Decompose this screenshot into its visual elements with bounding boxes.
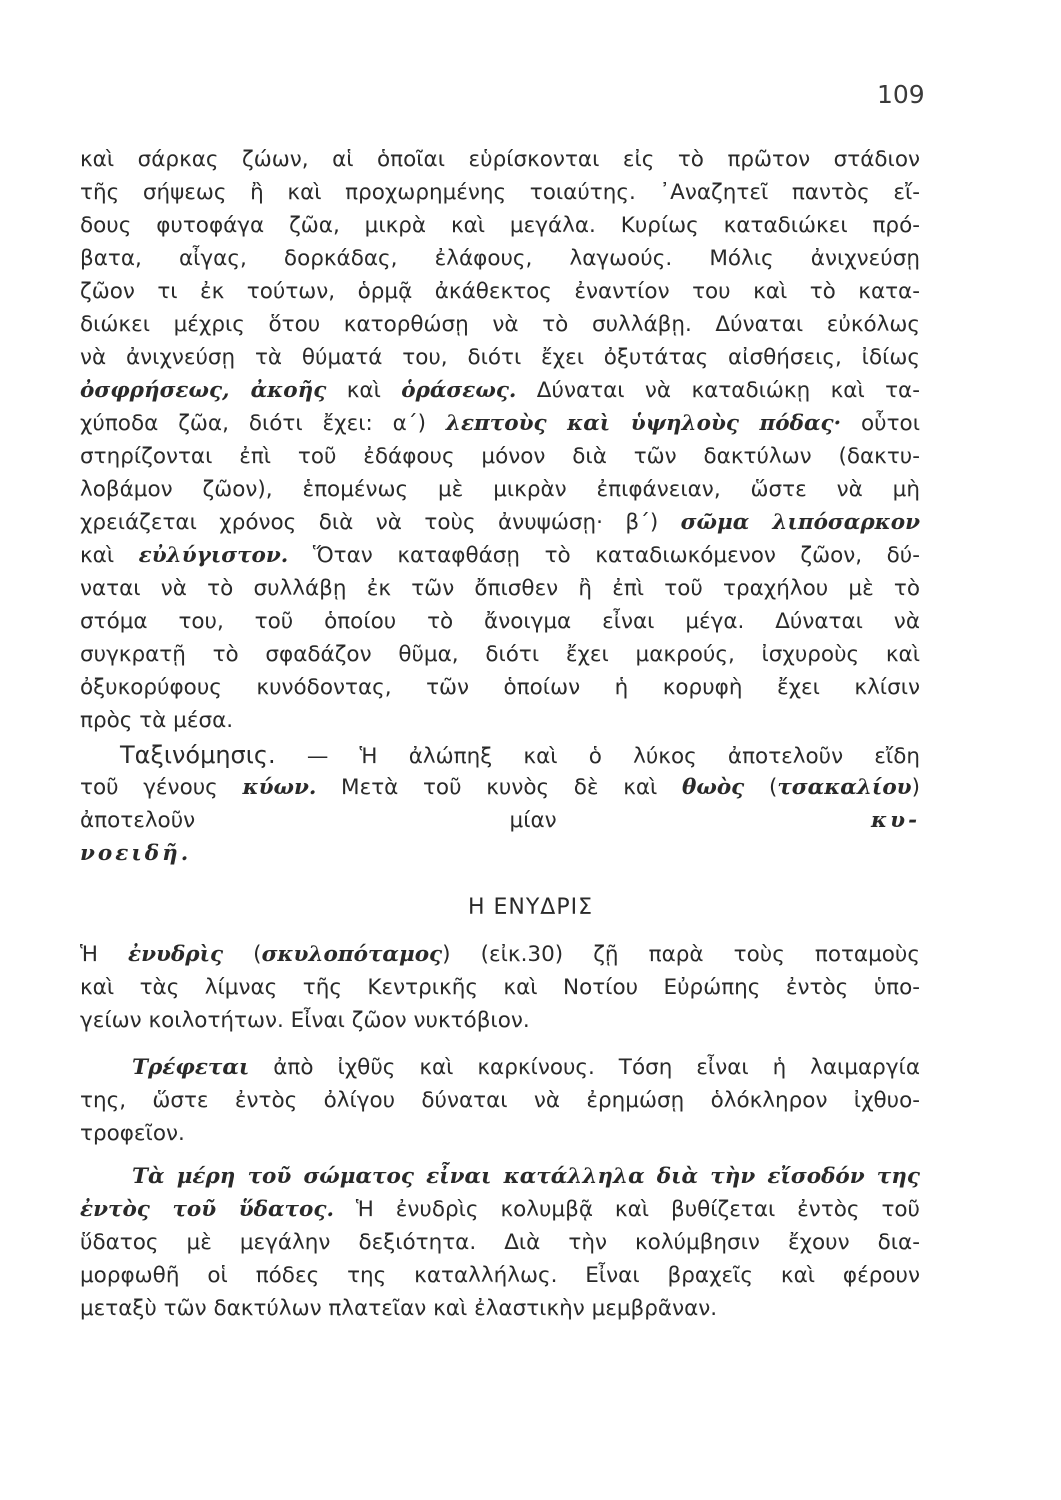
text-line: τοῦ γένους κύων. Μετὰ τοῦ κυνὸς δὲ καὶ θωὸς (τσακαλίου)	[80, 775, 920, 800]
text-line: καὶ εὐλύγιστον. Ὅταν καταφθάσῃ τὸ καταδιωκόμενον ζῶον, δύ-	[80, 543, 920, 568]
text-line: της, ὥστε ἐντὸς ὀλίγου δύναται νὰ ἐρημώσῃ ὁλόκληρον ἰχθυο-	[80, 1088, 920, 1113]
text-line	[80, 1162, 920, 1192]
text-line: στόμα του, τοῦ ὁποίου τὸ ἄνοιγμα εἶναι μέγα. Δύναται νὰ	[80, 609, 920, 634]
text-line: χρειάζεται χρόνος διὰ νὰ τοὺς ἀνυψώσῃ· β΄) σῶμα λιπόσαρκον	[80, 510, 920, 535]
text-line: νὰ ἀνιχνεύσῃ τὰ θύματά του, διότι ἔχει ὀξυτάτας αἰσθήσεις, ἰδίως	[80, 345, 920, 370]
emphasis: κύων.	[242, 775, 317, 800]
text-line: ὀξυκορύφους κυνόδοντας, τῶν ὁποίων ἡ κορυφὴ ἔχει κλίσιν	[80, 675, 920, 700]
page-number: 109	[877, 80, 925, 109]
text-line: δους φυτοφάγα ζῶα, μικρὰ καὶ μεγάλα. Κυρίως καταδιώκει πρό-	[80, 213, 920, 238]
text-line: ἐντὸς τοῦ ὕδατος. Ἡ ἐνυδρὶς κολυμβᾷ καὶ βυθίζεται ἐντὸς τοῦ	[80, 1197, 920, 1222]
text-line: στηρίζονται ἐπὶ τοῦ ἐδάφους μόνον διὰ τῶν δακτύλων (δακτυ-	[80, 444, 920, 469]
text-line: χύποδα ζῶα, διότι ἔχει: α΄) λεπτοὺς καὶ ὑψηλοὺς πόδας· οὗτοι	[80, 411, 920, 436]
emphasis: νοειδῆ.	[80, 841, 192, 866]
text-line: διώκει μέχρις ὅτου κατορθώσῃ νὰ τὸ συλλάβῃ. Δύναται εὐκόλως	[80, 312, 920, 337]
text-line: καὶ σάρκας ζώων, αἱ ὁποῖαι εὑρίσκονται εἰς τὸ πρῶτον στάδιον	[80, 147, 920, 172]
emphasis: τσακαλίου	[777, 775, 912, 800]
text-line: ἀποτελοῦν μίαν κυ-	[80, 808, 920, 833]
emphasis: ὁράσεως.	[401, 378, 517, 403]
text-line: ναται νὰ τὸ συλλάβῃ ἐκ τῶν ὄπισθεν ἢ ἐπὶ τοῦ τραχήλου μὲ τὸ	[80, 576, 920, 601]
text-line: βατα, αἶγας, δορκάδας, ἐλάφους, λαγωούς. Μόλις ἀνιχνεύσῃ	[80, 246, 920, 271]
emphasis: ἐνυδρὶς	[128, 942, 224, 967]
text-line: μεταξὺ τῶν δακτύλων πλατεῖαν καὶ ἐλαστικὴν μεμβρᾶναν.	[80, 1296, 718, 1321]
text-line: ὕδατος μὲ μεγάλην δεξιότητα. Διὰ τὴν κολύμβησιν ἔχουν δια-	[80, 1230, 920, 1255]
text-line: καὶ τὰς λίμνας τῆς Κεντρικῆς καὶ Νοτίου Εὐρώπης ἐντὸς ὑπο-	[80, 975, 920, 1000]
emphasis: ἐντὸς τοῦ ὕδατος.	[80, 1197, 334, 1222]
text-line: λοβάμον ζῶον), ἑπομένως μὲ μικρὰν ἐπιφάνειαν, ὥστε νὰ μὴ	[80, 477, 920, 502]
text-line: ζῶον τι ἐκ τούτων, ὁρμᾷ ἀκάθεκτος ἐναντίον του καὶ τὸ κατα-	[80, 279, 920, 304]
emphasis: ὀσφρήσεως, ἀκοῆς	[80, 378, 327, 403]
text-line: πρὸς τὰ μέσα.	[80, 708, 234, 733]
emphasis: σκυλοπόταμος	[261, 942, 443, 967]
emphasis: εὐλύγιστον.	[138, 543, 289, 568]
text-line	[80, 839, 920, 869]
section-heading: Ταξινόμησις.	[120, 741, 276, 769]
text-line: γείων κοιλοτήτων. Εἶναι ζῶον νυκτόβιον.	[80, 1008, 530, 1033]
text-line: τῆς σήψεως ἢ καὶ προχωρημένης τοιαύτης. ᾿Αναζητεῖ παντὸς εἴ-	[80, 180, 920, 205]
text-line: συγκρατῇ τὸ σφαδάζον θῦμα, διότι ἔχει μακρούς, ἰσχυροὺς καὶ	[80, 642, 920, 667]
chapter-heading: Η ΕΝΥΔΡΙΣ	[467, 895, 594, 920]
text-line: ὀσφρήσεως, ἀκοῆς καὶ ὁράσεως. Δύναται νὰ καταδιώκῃ καὶ τα-	[80, 378, 920, 403]
emphasis: Τρέφεται	[132, 1055, 250, 1080]
emphasis: κυ-	[871, 808, 920, 833]
emphasis: λεπτοὺς καὶ ὑψηλοὺς πόδας·	[445, 411, 842, 436]
text-line: Ταξινόμησις. — Ἡ ἀλώπηξ καὶ ὁ λύκος ἀποτελοῦν εἴδη	[120, 741, 920, 769]
emphasis: Τὰ μέρη τοῦ σώματος εἶναι κατάλληλα διὰ τὴν εἴσοδόν της	[132, 1164, 920, 1189]
emphasis: θωὸς	[682, 775, 745, 800]
emphasis: σῶμα λιπόσαρκον	[680, 510, 920, 535]
text-line: μορφωθῆ οἱ πόδες της καταλλήλως. Εἶναι βραχεῖς καὶ φέρουν	[80, 1263, 920, 1288]
text-line: Ἡ ἐνυδρὶς (σκυλοπόταμος) (εἰκ.30) ζῇ παρὰ τοὺς ποταμοὺς	[80, 942, 920, 967]
text-line: Τρέφεται ἀπὸ ἰχθῦς καὶ καρκίνους. Τόση εἶναι ἡ λαιμαργία	[132, 1055, 920, 1080]
text-line: τροφεῖον.	[80, 1121, 185, 1146]
